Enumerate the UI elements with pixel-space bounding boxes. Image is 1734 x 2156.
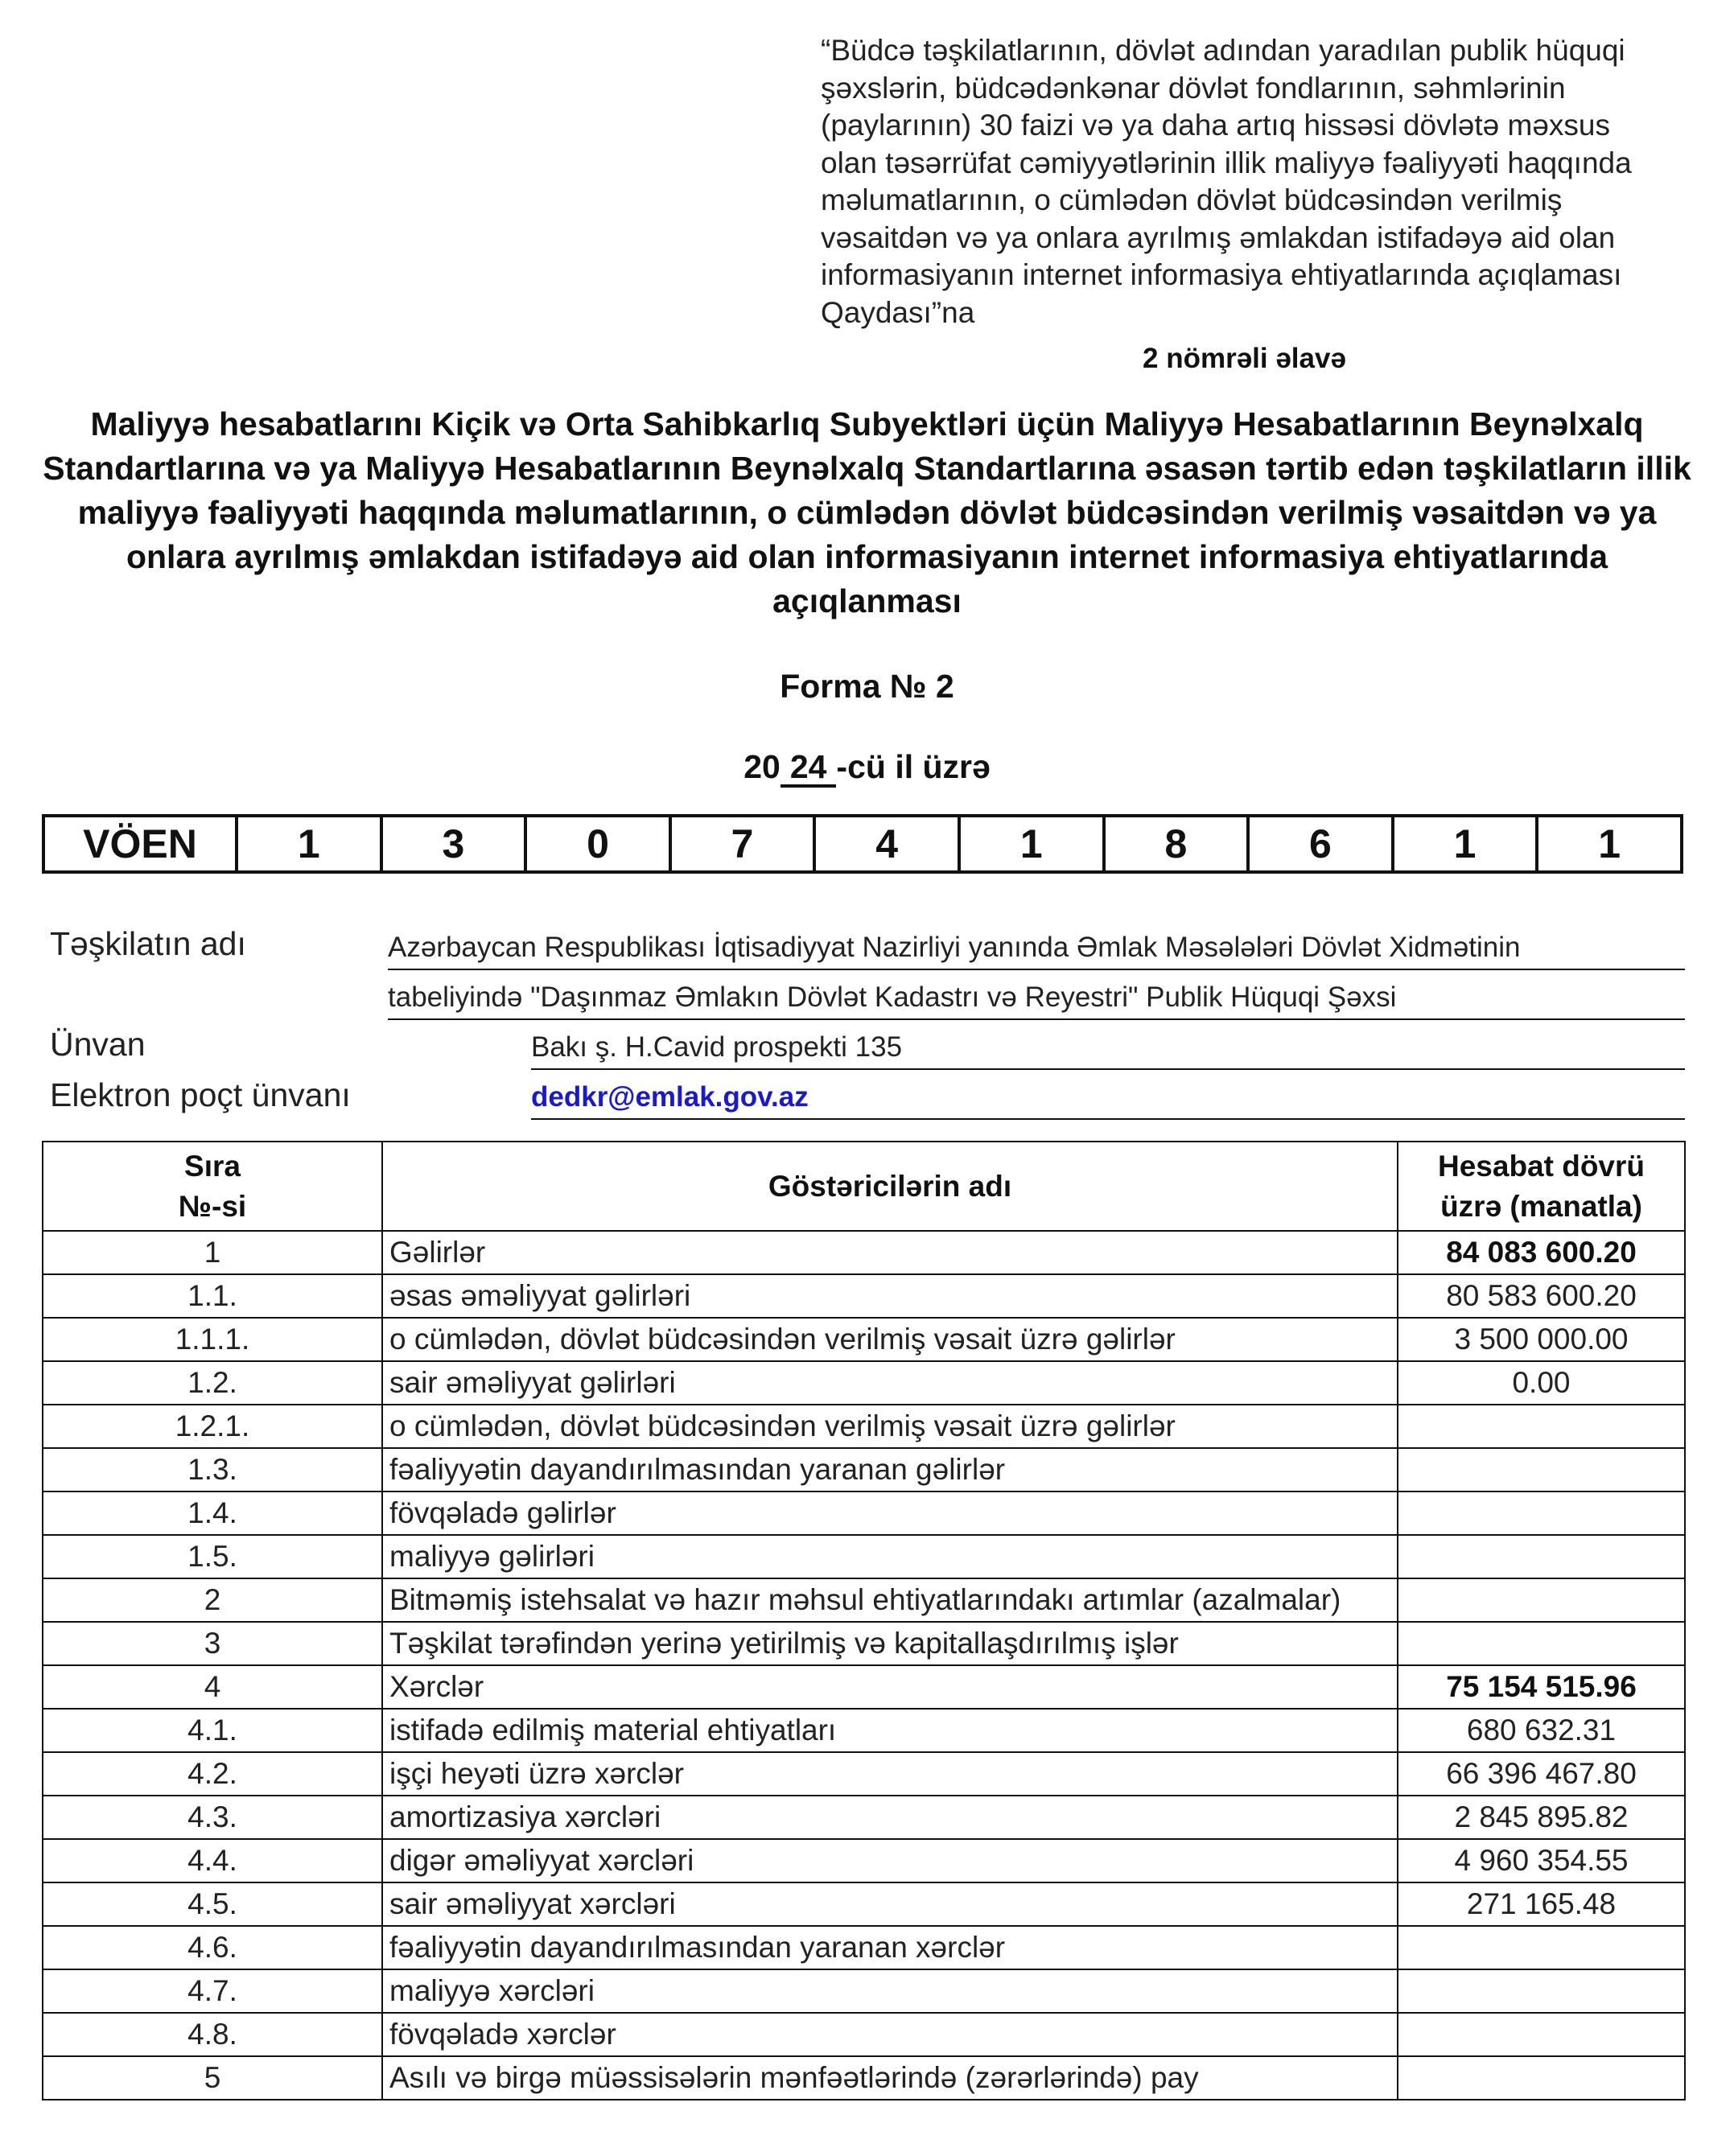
- header-period-value-line2: üzrə (manatla): [1440, 1189, 1642, 1223]
- indicator-value: [1398, 2056, 1685, 2100]
- row-number: 1.1.: [43, 1274, 382, 1318]
- form-number: Forma № 2: [780, 668, 954, 705]
- indicator-name: fəaliyyətin dayandırılmasından yaranan xərclər: [382, 1926, 1398, 1969]
- indicator-value: [1398, 1492, 1685, 1535]
- row-number: 1.2.1.: [43, 1405, 382, 1448]
- address-label: Ünvan: [50, 1026, 146, 1063]
- indicator-value: [1398, 1622, 1685, 1665]
- table-row: [43, 1492, 1685, 1535]
- row-number: 4.4.: [43, 1839, 382, 1882]
- indicator-value: 3 500 000.00: [1398, 1318, 1685, 1361]
- indicator-value: 80 583 600.20: [1398, 1274, 1685, 1318]
- indicator-name: Təşkilat tərəfindən yerinə yetirilmiş və kapitallaşdırılmış işlər: [382, 1622, 1398, 1665]
- indicator-value: [1398, 2013, 1685, 2056]
- indicator-name: Xərclər: [382, 1665, 1398, 1709]
- indicator-value: 4 960 354.55: [1398, 1839, 1685, 1882]
- financial-table: [42, 1141, 1686, 2100]
- row-number: 1: [43, 1231, 382, 1274]
- indicator-value: [1398, 1969, 1685, 2013]
- table-row: [43, 2056, 1685, 2100]
- indicator-value: 271 165.48: [1398, 1882, 1685, 1926]
- indicator-value: [1398, 1535, 1685, 1578]
- table-row: [43, 1578, 1685, 1622]
- indicator-value: 2 845 895.82: [1398, 1796, 1685, 1839]
- indicator-name: fövqəladə gəlirlər: [382, 1492, 1398, 1535]
- row-number: 1.5.: [43, 1535, 382, 1578]
- email-value: dedkr@emlak.gov.az: [531, 1076, 1685, 1120]
- table-row: [43, 1361, 1685, 1405]
- indicator-name: sair əməliyyat xərcləri: [382, 1882, 1398, 1926]
- reporting-year: [0, 748, 1734, 788]
- indicator-name: Bitməmiş istehsalat və hazır məhsul ehtiyatlarındakı artımlar (azalmalar): [382, 1578, 1398, 1622]
- row-number: 4.5.: [43, 1882, 382, 1926]
- voen-digit: 1: [1393, 816, 1538, 872]
- voen-digit: 1: [1537, 816, 1682, 872]
- indicator-value: 680 632.31: [1398, 1709, 1685, 1752]
- row-number: 1.4.: [43, 1492, 382, 1535]
- table-row: [43, 1709, 1685, 1752]
- indicator-name: digər əməliyyat xərcləri: [382, 1839, 1398, 1882]
- row-number: 4.3.: [43, 1796, 382, 1839]
- organization-name-line2: tabeliyində "Daşınmaz Əmlakın Dövlət Kadastrı və Reyestri" Publik Hüquqi Şəxsi: [388, 977, 1685, 1020]
- header-row-number-line2: №-si: [178, 1189, 247, 1223]
- table-row: [43, 1839, 1685, 1882]
- indicator-name: işçi heyəti üzrə xərclər: [382, 1752, 1398, 1796]
- voen-digit: 1: [237, 816, 381, 872]
- table-row: [43, 1926, 1685, 1969]
- indicator-name: istifadə edilmiş material ehtiyatları: [382, 1709, 1398, 1752]
- indicator-value: [1398, 1405, 1685, 1448]
- voen-digit: 7: [670, 816, 815, 872]
- row-number: 4.2.: [43, 1752, 382, 1796]
- row-number: 1.3.: [43, 1448, 382, 1492]
- indicator-name: fəaliyyətin dayandırılmasından yaranan gəlirlər: [382, 1448, 1398, 1492]
- header-row-number: [43, 1142, 382, 1231]
- indicator-value: [1398, 1578, 1685, 1622]
- row-number: 2: [43, 1578, 382, 1622]
- header-row-number-line1: Sıra: [184, 1149, 241, 1183]
- indicator-value: 75 154 515.96: [1398, 1665, 1685, 1709]
- document-title: Maliyyə hesabatlarını Kiçik və Orta Sahibkarlıq Subyektləri üçün Maliyyə Hesabatlarının Beynəlxalq Standartlarına və ya Maliyyə Hesabatlarının Beynəlxalq Standartlarına əsasən tərtib edən təşkilatların illik maliyyə fəaliyyəti haqqında məlumatlarının, o cümlədən dövlət büdcəsindən verilmiş vəsaitdən və ya onlara ayrılmış əmlakdan istifadəyə aid olan informasiyanın internet informasiya ehtiyatlarında açıqlanması: [43, 405, 1691, 619]
- indicator-name: sair əməliyyat gəlirləri: [382, 1361, 1398, 1405]
- row-number: 4.7.: [43, 1969, 382, 2013]
- row-number: 4.8.: [43, 2013, 382, 2056]
- row-number: 3: [43, 1622, 382, 1665]
- indicator-name: Gəlirlər: [382, 1231, 1398, 1274]
- indicator-value: [1398, 1448, 1685, 1492]
- voen-digit: 6: [1248, 816, 1393, 872]
- row-number: 4.6.: [43, 1926, 382, 1969]
- indicator-value: 84 083 600.20: [1398, 1231, 1685, 1274]
- voen-digit: 8: [1104, 816, 1249, 872]
- table-row: [43, 1752, 1685, 1796]
- indicator-value: 66 396 467.80: [1398, 1752, 1685, 1796]
- table-row: [43, 1318, 1685, 1361]
- table-row: [43, 1231, 1685, 1274]
- organization-name-label: Təşkilatın adı: [50, 925, 246, 962]
- voen-digit: 0: [525, 816, 670, 872]
- indicator-name: fövqəladə xərclər: [382, 2013, 1398, 2056]
- indicator-name: amortizasiya xərcləri: [382, 1796, 1398, 1839]
- year-suffix: -cü il üzrə: [836, 748, 991, 785]
- organization-name-line1: Azərbaycan Respublikası İqtisadiyyat Nazirliyi yanında Əmlak Məsələləri Dövlət Xidmətinin: [388, 927, 1685, 970]
- indicator-name: o cümlədən, dövlət büdcəsindən verilmiş vəsait üzrə gəlirlər: [382, 1405, 1398, 1448]
- indicator-name: əsas əməliyyat gəlirləri: [382, 1274, 1398, 1318]
- table-row: [43, 1448, 1685, 1492]
- year-prefix: 20: [743, 748, 781, 785]
- voen-table: [42, 814, 1683, 874]
- header-period-value-line1: Hesabat dövrü: [1437, 1149, 1645, 1183]
- intro-text: “Büdcə təşkilatlarının, dövlət adından yaradılan publik hüquqi şəxslərin, büdcədənkənar dövlət fondlarının, səhmlərinin (paylarının) 30 faizi və ya daha artıq hissəsi dövlətə məxsus olan təsərrüfat cəmiyyətlərinin illik maliyyə fəaliyyəti haqqında məlumatlarının, o cümlədən dövlət büdcəsindən verilmiş vəsaitdən və ya onlara ayrılmış əmlakdan istifadəyə aid olan informasiyanın internet informasiya ehtiyatlarında açıqlaması Qaydası”na: [821, 34, 1632, 329]
- row-number: 4: [43, 1665, 382, 1709]
- indicator-name: maliyyə xərcləri: [382, 1969, 1398, 2013]
- indicator-value: [1398, 1926, 1685, 1969]
- voen-digit: 3: [381, 816, 526, 872]
- table-row: [43, 1622, 1685, 1665]
- table-row: [43, 1665, 1685, 1709]
- row-number: 1.2.: [43, 1361, 382, 1405]
- indicator-value: 0.00: [1398, 1361, 1685, 1405]
- table-row: [43, 1535, 1685, 1578]
- table-row: [43, 2013, 1685, 2056]
- table-body: [43, 1231, 1685, 2100]
- annex-label: 2 nömrəli əlavə: [1143, 343, 1346, 374]
- table-row: [43, 1796, 1685, 1839]
- email-label: Elektron poçt ünvanı: [50, 1076, 351, 1113]
- header-indicator-name: Göstəricilərin adı: [382, 1142, 1398, 1231]
- address-value: Bakı ş. H.Cavid prospekti 135: [531, 1027, 1685, 1070]
- table-row: [43, 1882, 1685, 1926]
- voen-digit: 1: [959, 816, 1104, 872]
- table-row: [43, 1274, 1685, 1318]
- indicator-name: o cümlədən, dövlət büdcəsindən verilmiş vəsait üzrə gəlirlər: [382, 1318, 1398, 1361]
- indicator-name: Asılı və birgə müəssisələrin mənfəətlərində (zərərlərində) pay: [382, 2056, 1398, 2100]
- row-number: 1.1.1.: [43, 1318, 382, 1361]
- voen-digit: 4: [814, 816, 959, 872]
- table-row: [43, 1405, 1685, 1448]
- row-number: 4.1.: [43, 1709, 382, 1752]
- row-number: 5: [43, 2056, 382, 2100]
- voen-label: VÖEN: [43, 816, 237, 872]
- header-period-value: [1398, 1142, 1685, 1231]
- table-row: [43, 1969, 1685, 2013]
- year-value: 24: [781, 749, 837, 788]
- indicator-name: maliyyə gəlirləri: [382, 1535, 1398, 1578]
